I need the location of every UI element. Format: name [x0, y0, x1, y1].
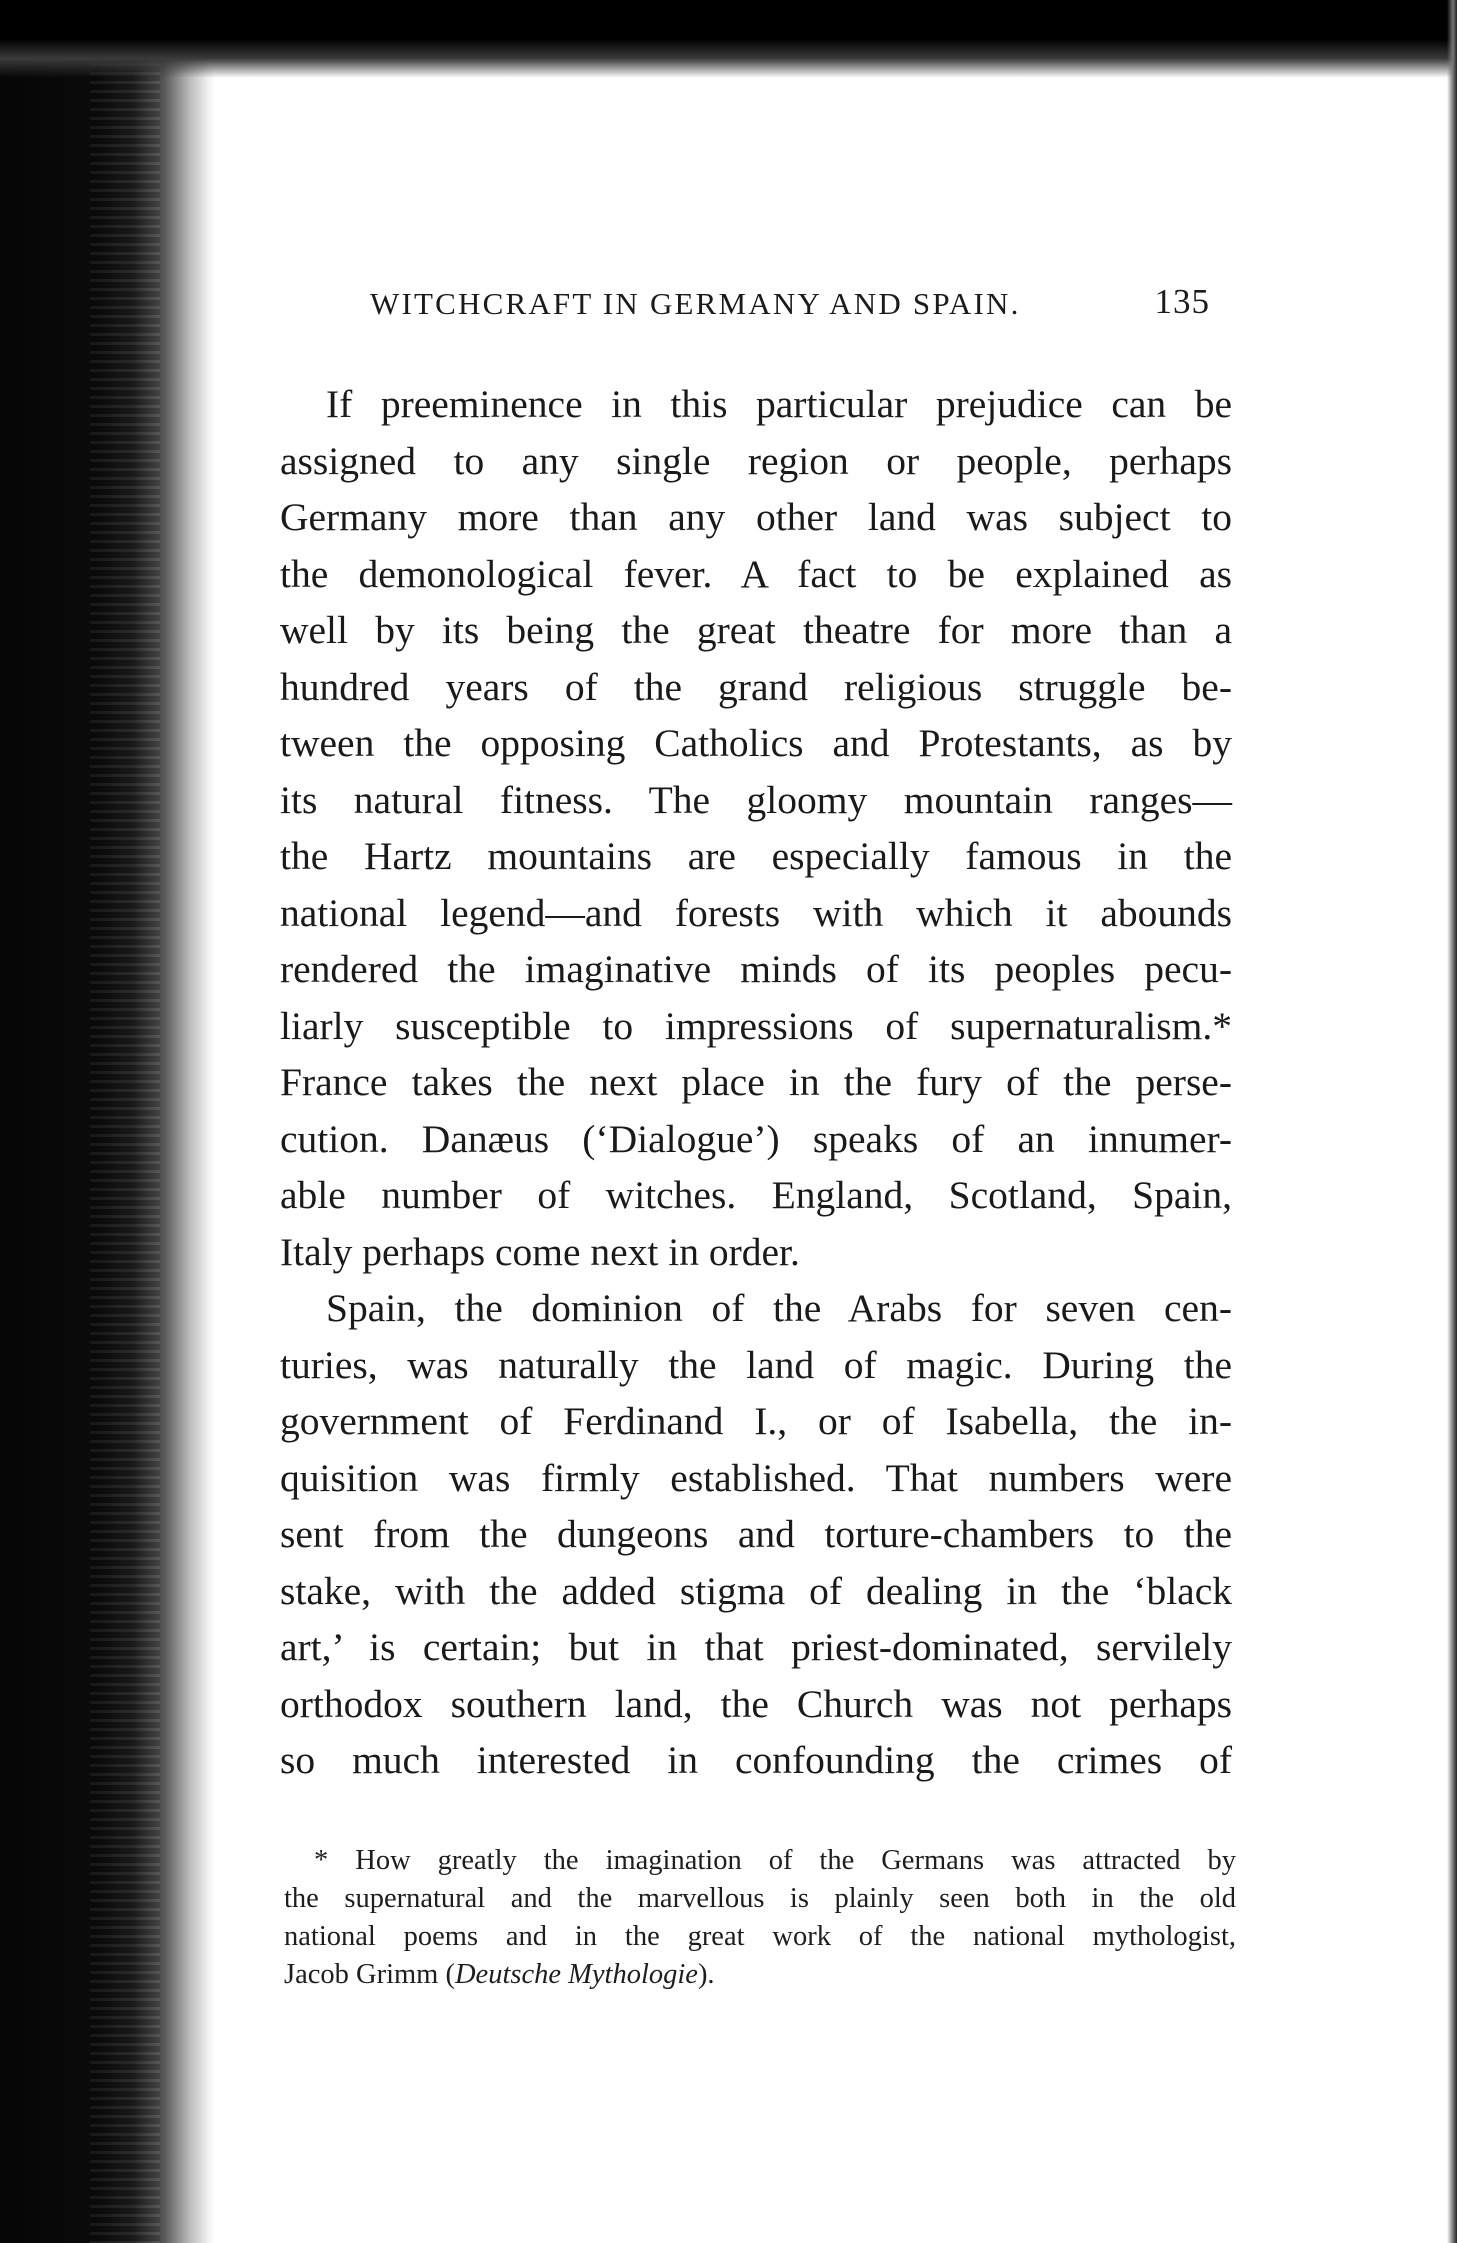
footnote — [284, 1842, 1236, 1994]
body-line: well by its being the great theatre for more than a — [280, 608, 1232, 652]
top-scan-edge — [0, 0, 1457, 78]
body-line: If preeminence in this particular prejudice can be — [326, 382, 1232, 426]
body-line: able number of witches. England, Scotland, Spain, — [280, 1173, 1232, 1217]
body-line: Italy perhaps come next in order. — [280, 1229, 800, 1274]
footnote-line: the supernatural and the marvellous is plainly seen both in the old — [284, 1883, 1236, 1914]
body-line: sent from the dungeons and torture-chambers to the — [280, 1512, 1232, 1556]
body-line: art,’ is certain; but in that priest-dominated, servilely — [280, 1625, 1232, 1669]
body-line: quisition was firmly established. That numbers were — [280, 1455, 1232, 1500]
footnote-line: * How greatly the imagination of the Germans was attracted by — [314, 1845, 1236, 1876]
body-line: its natural fitness. The gloomy mountain ranges— — [280, 777, 1232, 822]
body-line: cution. Danæus (‘Dialogue’) speaks of an innumer- — [280, 1116, 1232, 1161]
body-line: stake, with the added stigma of dealing in the ‘black — [280, 1568, 1232, 1613]
right-scan-edge — [1447, 0, 1457, 2243]
body-line: orthodox southern land, the Church was not perhaps — [280, 1681, 1232, 1726]
body-line: Germany more than any other land was subject to — [280, 495, 1232, 539]
running-head — [370, 282, 1230, 332]
footnote-last-line — [284, 1956, 1236, 1994]
body-line: liarly susceptible to impressions of supernaturalism.* — [280, 1003, 1232, 1048]
page-number: 135 — [1154, 282, 1210, 321]
body-line: turies, was naturally the land of magic. During the — [280, 1342, 1232, 1387]
body-line: government of Ferdinand I., or of Isabella, the in- — [280, 1399, 1232, 1443]
running-title: WITCHCRAFT IN GERMANY AND SPAIN. — [370, 286, 1021, 321]
body-line: the demonological fever. A fact to be explained as — [280, 551, 1232, 596]
body-line: hundred years of the grand religious struggle be- — [280, 664, 1232, 709]
body-line: France takes the next place in the fury of the perse- — [280, 1060, 1232, 1104]
body-line: Spain, the dominion of the Arabs for seven cen- — [326, 1286, 1232, 1330]
body-line: rendered the imaginative minds of its peoples pecu- — [280, 947, 1232, 991]
body-line: so much interested in confounding the crimes of — [280, 1738, 1232, 1782]
footnote-line: national poems and in the great work of the national mythologist, — [284, 1921, 1236, 1952]
footnote-citation-prefix: Jacob Grimm ( — [284, 1959, 455, 1990]
body-line: assigned to any single region or people, perhaps — [280, 438, 1232, 483]
binding-shadow — [0, 0, 215, 2243]
footnote-book-title: Deutsche Mythologie — [454, 1959, 698, 1990]
footnote-citation-suffix: ). — [697, 1959, 715, 1990]
body-line: tween the opposing Catholics and Protestants, as by — [280, 721, 1232, 765]
body-line: national legend—and forests with which it abounds — [280, 890, 1232, 935]
body-line: the Hartz mountains are especially famous in the — [280, 834, 1232, 878]
body-text — [280, 376, 1232, 1789]
